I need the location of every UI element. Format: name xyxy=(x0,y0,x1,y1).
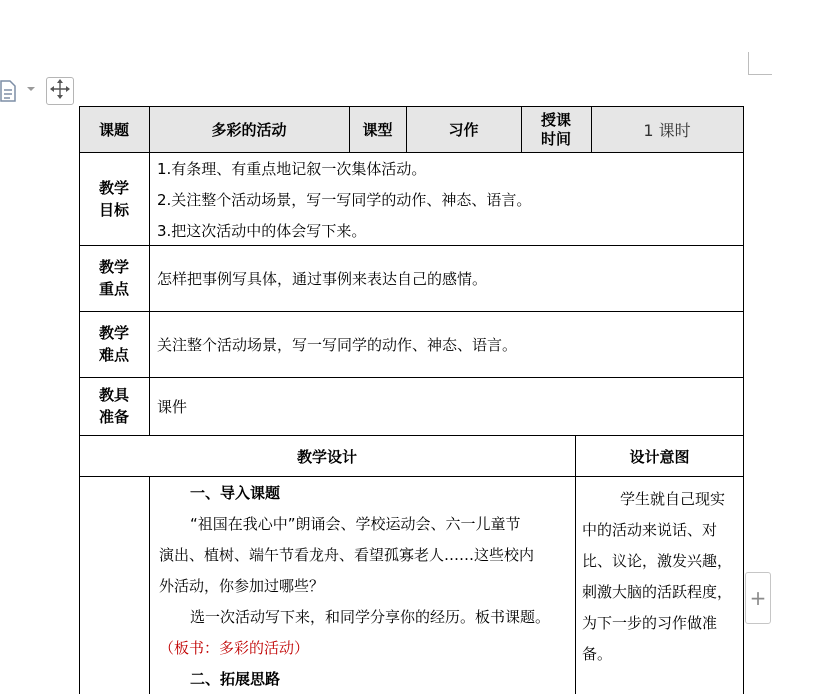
paragraph-line: 演出、植树、端午节看龙舟、看望孤寡老人……这些校内 xyxy=(159,546,535,564)
goal-item: 1.有条理、有重点地记叙一次集体活动。 xyxy=(157,160,427,178)
goals-label-line-2: 目标 xyxy=(98,200,129,219)
table-border xyxy=(79,106,80,694)
type-value: 习作 xyxy=(406,107,521,152)
table-border xyxy=(79,245,744,246)
design-content xyxy=(150,478,576,695)
design-header: 教学设计 xyxy=(296,447,357,466)
page-corner-mark xyxy=(748,74,772,75)
paragraph-line: 外活动，你参加过哪些？ xyxy=(159,577,325,595)
key-points-label-line-1: 教学 xyxy=(98,258,129,276)
document-icon[interactable] xyxy=(0,80,20,102)
table-border xyxy=(591,106,592,152)
difficulties-label xyxy=(79,311,149,377)
time-label-line-1: 授课 xyxy=(540,110,571,129)
intent-header: 设计意图 xyxy=(629,447,690,466)
chevron-down-icon[interactable] xyxy=(26,82,38,96)
materials-label xyxy=(79,377,149,435)
table-border xyxy=(149,106,150,436)
paragraph-line: “祖国在我心中”朗诵会、学校运动会、六一儿童节 xyxy=(190,515,521,533)
table-border xyxy=(349,106,350,152)
materials-label-line-2: 准备 xyxy=(98,408,129,426)
table-border xyxy=(743,106,744,694)
key-points-text xyxy=(150,245,743,311)
materials-value: 课件 xyxy=(157,397,188,416)
materials-text xyxy=(150,377,743,435)
table-border xyxy=(149,476,150,694)
page-corner-mark xyxy=(748,52,749,74)
intent-line: 中的活动来说话、对 xyxy=(582,521,718,539)
type-label: 课型 xyxy=(349,107,406,152)
time-label-line-2: 时间 xyxy=(540,129,571,148)
table-border xyxy=(406,106,407,152)
difficulties-label-line-2: 难点 xyxy=(98,346,129,364)
section-title: 二、拓展思路 xyxy=(190,670,281,688)
table-move-handle[interactable] xyxy=(46,77,74,105)
goal-item: 2.关注整个活动场景，写一写同学的动作、神态、语言。 xyxy=(157,191,532,209)
table-border xyxy=(79,106,744,107)
intent-content xyxy=(578,484,744,670)
time-label xyxy=(521,107,591,152)
board-note: （板书：多彩的活动） xyxy=(159,639,310,657)
intent-line: 为下一步的习作做准 xyxy=(582,614,718,632)
move-arrows-icon xyxy=(49,78,71,104)
key-points-label xyxy=(79,245,149,311)
intent-line: 学生就自己现实 xyxy=(620,490,726,508)
table-border xyxy=(521,106,522,152)
goal-item: 3.把这次活动中的体会写下来。 xyxy=(157,222,367,240)
intent-line: 备。 xyxy=(582,645,613,663)
table-border xyxy=(79,377,744,378)
paragraph-line: 选一次活动写下来，和同学分享你的经历。板书课题。 xyxy=(190,608,551,626)
time-value: 1 课时 xyxy=(591,107,743,152)
topic-value: 多彩的活动 xyxy=(149,107,349,152)
table-border xyxy=(575,435,576,694)
table-border xyxy=(79,311,744,312)
key-points-value: 怎样把事例写具体，通过事例来表达自己的感情。 xyxy=(157,269,488,288)
intent-line: 比、议论，激发兴趣， xyxy=(582,552,733,570)
difficulties-label-line-1: 教学 xyxy=(98,324,129,342)
table-border xyxy=(79,435,744,436)
difficulties-text xyxy=(150,311,743,377)
topic-label: 课题 xyxy=(79,107,149,152)
materials-label-line-1: 教具 xyxy=(98,386,129,404)
goals-list xyxy=(150,154,743,245)
table-border xyxy=(79,476,744,477)
table-border xyxy=(79,152,744,153)
intent-line: 刺激大脑的活跃程度， xyxy=(582,583,733,601)
section-title: 一、导入课题 xyxy=(190,484,281,502)
difficulties-value: 关注整个活动场景，写一写同学的动作、神态、语言。 xyxy=(157,335,518,354)
add-button[interactable]: + xyxy=(745,572,771,624)
goals-label xyxy=(79,152,149,245)
goals-label-line-1: 教学 xyxy=(98,178,129,197)
key-points-label-line-2: 重点 xyxy=(98,280,129,298)
